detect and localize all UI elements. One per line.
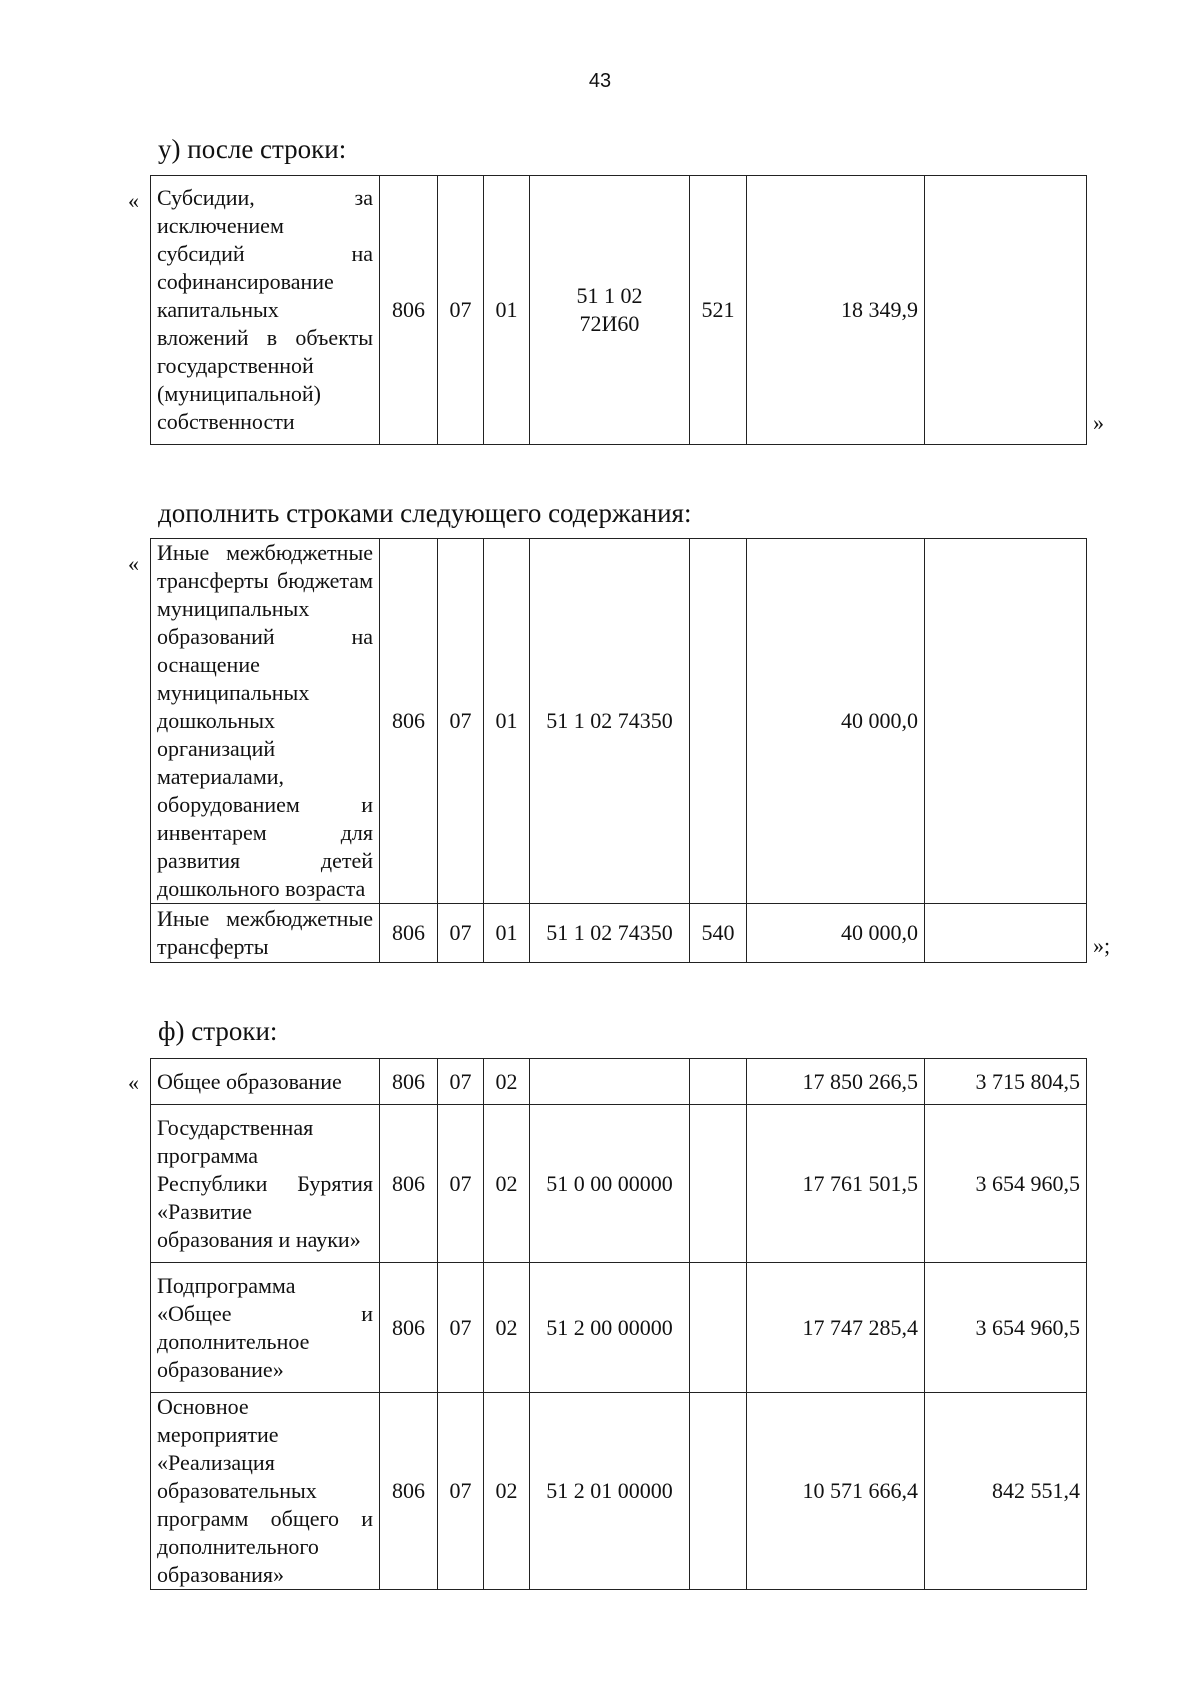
row-name: Иные межбюджетные трансферты (151, 904, 380, 963)
cell-csr: 51 1 02 74350 (530, 539, 690, 904)
cell-pr: 01 (484, 176, 530, 445)
cell-csr: 51 2 01 00000 (530, 1393, 690, 1590)
cell-rz: 07 (438, 176, 484, 445)
row-name: Государственная программа Республики Бурятия «Развитие образования и науки» (151, 1105, 380, 1263)
cell-csr: 51 1 02 74350 (530, 904, 690, 963)
section-heading: у) после строки: (158, 134, 347, 164)
amendment-table (150, 538, 1087, 963)
cell-rz: 07 (438, 1059, 484, 1105)
table-row (151, 539, 1087, 904)
cell-pr: 01 (484, 539, 530, 904)
cell-pr: 01 (484, 904, 530, 963)
cell-vr (690, 1059, 747, 1105)
cell-csr: 51 2 00 00000 (530, 1263, 690, 1393)
row-name: Основное мероприятие «Реализация образовательных программ общего и дополнительного образования» (151, 1393, 380, 1590)
cell-vr: 521 (690, 176, 747, 445)
cell-sum2: 842 551,4 (925, 1393, 1087, 1590)
cell-rz: 07 (438, 539, 484, 904)
cell-rz: 07 (438, 904, 484, 963)
table-row (151, 176, 1087, 445)
cell-rz: 07 (438, 1393, 484, 1590)
page-number: 43 (588, 70, 612, 92)
section-heading: ф) строки: (158, 1016, 278, 1046)
cell-sum2 (925, 904, 1087, 963)
table-row (151, 1263, 1087, 1393)
section-heading: дополнить строками следующего содержания: (158, 498, 692, 528)
cell-pr: 02 (484, 1393, 530, 1590)
open-quote: « (128, 1070, 139, 1095)
table-row (151, 1059, 1087, 1105)
cell-vr (690, 539, 747, 904)
cell-ved: 806 (380, 1393, 438, 1590)
row-name: Субсидии, за исключением субсидий на софинансирование капитальных вложений в объекты государственной (муниципальной) собственности (151, 176, 380, 445)
cell-sum1: 17 761 501,5 (747, 1105, 925, 1263)
cell-sum1: 17 850 266,5 (747, 1059, 925, 1105)
cell-sum1: 40 000,0 (747, 904, 925, 963)
cell-pr: 02 (484, 1263, 530, 1393)
cell-vr (690, 1105, 747, 1263)
amendment-table (150, 175, 1087, 445)
cell-csr: 51 0 00 00000 (530, 1105, 690, 1263)
cell-ved: 806 (380, 539, 438, 904)
cell-rz: 07 (438, 1105, 484, 1263)
row-name: Общее образование (151, 1059, 380, 1105)
cell-sum1: 17 747 285,4 (747, 1263, 925, 1393)
amendment-table (150, 1058, 1087, 1590)
cell-ved: 806 (380, 1059, 438, 1105)
cell-rz: 07 (438, 1263, 484, 1393)
cell-sum1: 18 349,9 (747, 176, 925, 445)
cell-vr: 540 (690, 904, 747, 963)
cell-sum2 (925, 539, 1087, 904)
cell-pr: 02 (484, 1105, 530, 1263)
open-quote: « (128, 551, 139, 576)
cell-sum1: 40 000,0 (747, 539, 925, 904)
close-quote: » (1093, 410, 1104, 435)
cell-ved: 806 (380, 176, 438, 445)
cell-csr: 51 1 02 72И60 (530, 176, 690, 445)
table-row (151, 1105, 1087, 1263)
row-name: Иные межбюджетные трансферты бюджетам муниципальных образований на оснащение муниципальных дошкольных организаций материалами, оборудованием и инвентарем для развития детей дошкольного возраста (151, 539, 380, 904)
cell-pr: 02 (484, 1059, 530, 1105)
cell-vr (690, 1393, 747, 1590)
table-row (151, 1393, 1087, 1590)
cell-sum2: 3 715 804,5 (925, 1059, 1087, 1105)
cell-ved: 806 (380, 1263, 438, 1393)
close-quote: »; (1093, 933, 1111, 958)
open-quote: « (128, 188, 139, 213)
cell-sum1: 10 571 666,4 (747, 1393, 925, 1590)
cell-csr (530, 1059, 690, 1105)
cell-sum2 (925, 176, 1087, 445)
cell-ved: 806 (380, 904, 438, 963)
row-name: Подпрограмма «Общее и дополнительное образование» (151, 1263, 380, 1393)
cell-sum2: 3 654 960,5 (925, 1263, 1087, 1393)
cell-sum2: 3 654 960,5 (925, 1105, 1087, 1263)
cell-ved: 806 (380, 1105, 438, 1263)
cell-vr (690, 1263, 747, 1393)
table-row (151, 904, 1087, 963)
